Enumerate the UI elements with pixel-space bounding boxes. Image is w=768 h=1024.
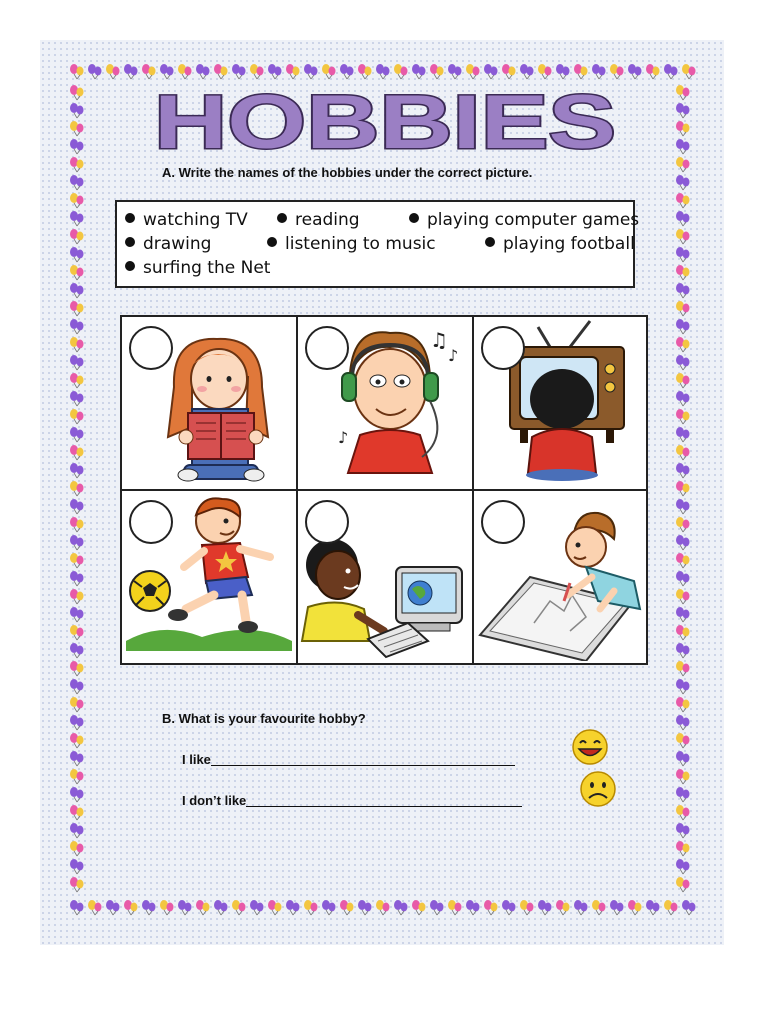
dislike-answer-field[interactable] <box>246 794 522 807</box>
section-a-instruction: A. Write the names of the hobbies under the correct picture. <box>162 165 533 180</box>
svg-text:♫: ♫ <box>430 328 448 352</box>
sad-smiley-icon <box>578 770 618 808</box>
svg-text:♪: ♪ <box>448 346 459 365</box>
answer-circle[interactable] <box>481 500 525 544</box>
picture-grid <box>120 315 648 665</box>
word-item: reading <box>277 210 360 230</box>
laughing-smiley-icon <box>570 728 610 766</box>
like-answer-field[interactable] <box>211 753 515 766</box>
title-text: HOBBIES <box>154 84 616 160</box>
bullet-icon <box>125 237 135 247</box>
bullet-icon <box>125 261 135 271</box>
picture-cell <box>474 317 648 491</box>
like-line <box>182 752 515 767</box>
answer-circle[interactable] <box>305 500 349 544</box>
picture-cell <box>122 317 298 491</box>
dislike-line <box>182 793 522 808</box>
word-bank <box>115 200 640 288</box>
answer-circle[interactable] <box>305 326 349 370</box>
dislike-prompt: I don’t like <box>182 793 247 808</box>
word-item: playing computer games <box>409 210 639 230</box>
bullet-icon <box>485 237 495 247</box>
answer-circle[interactable] <box>481 326 525 370</box>
answer-circle[interactable] <box>129 500 173 544</box>
picture-cell <box>298 491 474 663</box>
picture-cell <box>474 491 648 663</box>
bullet-icon <box>267 237 277 247</box>
picture-cell <box>298 317 474 491</box>
balloon-border-top <box>68 62 696 84</box>
section-b-question: B. What is your favourite hobby? <box>162 711 366 726</box>
bullet-icon <box>277 213 287 223</box>
word-item: watching TV <box>125 210 248 230</box>
answer-circle[interactable] <box>129 326 173 370</box>
word-item: listening to music <box>267 234 436 254</box>
picture-cell <box>122 491 298 663</box>
balloon-border-left <box>68 84 90 898</box>
word-item: drawing <box>125 234 211 254</box>
word-item: playing football <box>485 234 635 254</box>
balloon-border-bottom <box>68 898 696 920</box>
balloon-border-right <box>674 84 696 898</box>
svg-text:♪: ♪ <box>338 428 349 447</box>
worksheet-title <box>150 84 620 160</box>
bullet-icon <box>125 213 135 223</box>
word-item: surfing the Net <box>125 258 270 278</box>
bullet-icon <box>409 213 419 223</box>
like-prompt: I like <box>182 752 211 767</box>
